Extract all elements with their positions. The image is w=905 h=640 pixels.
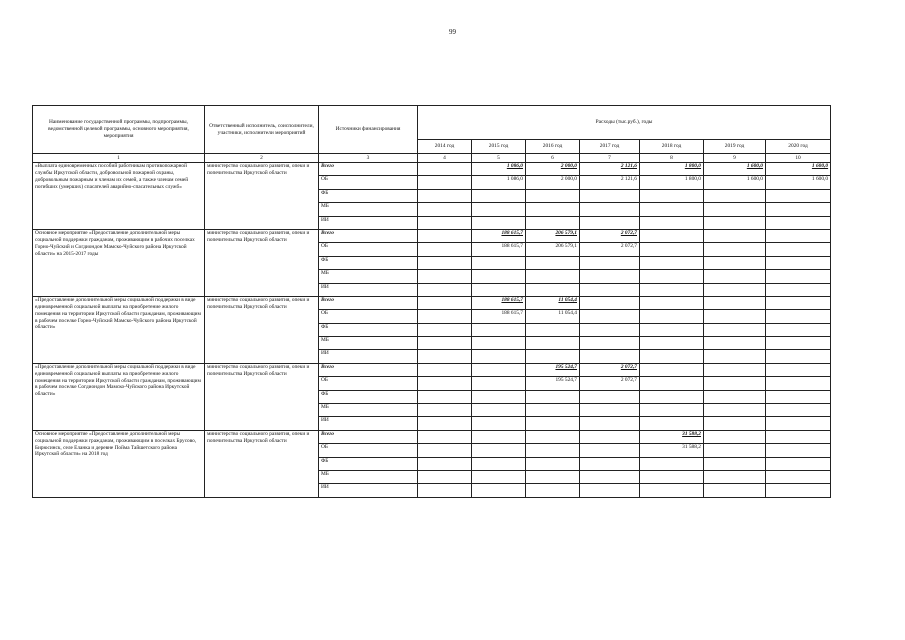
- amount-cell: [472, 430, 526, 443]
- amount-cell: [580, 283, 640, 296]
- amount-cell: [418, 390, 472, 403]
- amount-cell: [526, 283, 580, 296]
- amount-cell: [418, 216, 472, 229]
- executor: министерство социального развития, опеки и попечительства Иркутской области: [205, 229, 319, 296]
- column-number: 1: [33, 154, 205, 163]
- funding-source: ФБ: [319, 457, 418, 470]
- amount-cell: [472, 404, 526, 417]
- amount-cell: 2 072,7: [580, 229, 640, 242]
- amount-cell: [580, 484, 640, 497]
- executor: министерство социального развития, опеки и попечительства Иркутской области: [205, 430, 319, 497]
- amount-cell: [704, 310, 766, 323]
- amount-cell: [704, 444, 766, 457]
- amount-cell: [640, 283, 704, 296]
- amount-cell: [704, 337, 766, 350]
- amount-cell: [704, 377, 766, 390]
- amount-cell: [418, 310, 472, 323]
- amount-cell: 1 600,0: [766, 163, 831, 176]
- amount-cell: [580, 390, 640, 403]
- amount-cell: [418, 417, 472, 430]
- amount-cell: [766, 270, 831, 283]
- amount-cell: [526, 390, 580, 403]
- amount-cell: [472, 216, 526, 229]
- header-year: 2015 год: [472, 140, 526, 154]
- amount-cell: [640, 363, 704, 376]
- amount-cell: [704, 203, 766, 216]
- amount-cell: [704, 229, 766, 242]
- funding-source: МБ: [319, 404, 418, 417]
- amount-cell: [472, 470, 526, 483]
- executor: министерство социального развития, опеки и попечительства Иркутской области: [205, 363, 319, 430]
- amount-cell: [418, 323, 472, 336]
- amount-cell: 1 086,0: [472, 176, 526, 189]
- amount-cell: [418, 363, 472, 376]
- page-number: 99: [449, 28, 456, 36]
- amount-cell: [766, 189, 831, 202]
- amount-cell: [704, 457, 766, 470]
- funding-source: Всего: [319, 296, 418, 309]
- amount-cell: [526, 470, 580, 483]
- amount-cell: [766, 283, 831, 296]
- amount-cell: [580, 270, 640, 283]
- amount-cell: [766, 404, 831, 417]
- amount-cell: 195 524,7: [526, 363, 580, 376]
- amount-cell: [418, 457, 472, 470]
- executor: министерство социального развития, опеки и попечительства Иркутской области: [205, 163, 319, 230]
- amount-cell: [526, 216, 580, 229]
- amount-cell: [640, 337, 704, 350]
- amount-cell: [472, 457, 526, 470]
- funding-source: ФБ: [319, 323, 418, 336]
- amount-cell: [640, 417, 704, 430]
- amount-cell: [472, 363, 526, 376]
- measure-description: «Предоставление дополнительной меры социальной поддержки в виде единовременной социальной выплаты на приобретение жилого помещения на территории Иркутской области гражданам, проживающим в рабочем поселке Согдиондон Мамско-Чуйского района Иркутской области»: [33, 363, 205, 430]
- funding-source: ИИ: [319, 216, 418, 229]
- amount-cell: [580, 337, 640, 350]
- amount-cell: [704, 270, 766, 283]
- funding-source: МБ: [319, 203, 418, 216]
- amount-cell: [704, 430, 766, 443]
- amount-cell: [580, 457, 640, 470]
- table-row: [33, 430, 831, 443]
- amount-cell: [526, 417, 580, 430]
- amount-cell: [418, 350, 472, 363]
- amount-cell: [418, 430, 472, 443]
- amount-cell: [766, 484, 831, 497]
- amount-cell: 188 615,7: [472, 243, 526, 256]
- header-source: Источники финансирования: [319, 106, 418, 154]
- measure-description: Основное мероприятие «Предоставление дополнительной меры социальной поддержки гражданам, проживающим в поселках Брусово, Бирюсинск, селе Еланка и деревне Пойма Тайшетского района Иркутской области» на 2018 год: [33, 430, 205, 497]
- budget-table: [32, 105, 831, 498]
- amount-cell: [526, 484, 580, 497]
- amount-cell: 1 600,0: [704, 176, 766, 189]
- amount-cell: 1 086,0: [472, 163, 526, 176]
- amount-cell: [418, 189, 472, 202]
- amount-cell: [526, 256, 580, 269]
- funding-source: ИИ: [319, 484, 418, 497]
- amount-cell: [472, 484, 526, 497]
- amount-cell: [418, 470, 472, 483]
- amount-cell: [418, 337, 472, 350]
- amount-cell: 188 615,7: [472, 296, 526, 309]
- amount-cell: [580, 404, 640, 417]
- amount-cell: [766, 323, 831, 336]
- amount-cell: [526, 404, 580, 417]
- amount-cell: [418, 270, 472, 283]
- amount-cell: [704, 256, 766, 269]
- amount-cell: [704, 189, 766, 202]
- funding-source: ФБ: [319, 390, 418, 403]
- amount-cell: 1 600,0: [766, 176, 831, 189]
- amount-cell: [472, 444, 526, 457]
- column-number: 10: [766, 154, 831, 163]
- amount-cell: [640, 470, 704, 483]
- column-number: 8: [640, 154, 704, 163]
- amount-cell: [472, 350, 526, 363]
- amount-cell: [704, 243, 766, 256]
- column-number: 5: [472, 154, 526, 163]
- funding-source: Всего: [319, 363, 418, 376]
- executor: министерство социального развития, опеки и попечительства Иркутской области: [205, 296, 319, 363]
- amount-cell: [704, 417, 766, 430]
- amount-cell: [526, 444, 580, 457]
- amount-cell: [526, 350, 580, 363]
- table-row: [33, 163, 831, 176]
- amount-cell: 31 588,2: [640, 430, 704, 443]
- amount-cell: [704, 283, 766, 296]
- amount-cell: [418, 203, 472, 216]
- amount-cell: [640, 256, 704, 269]
- amount-cell: [640, 243, 704, 256]
- amount-cell: [580, 256, 640, 269]
- amount-cell: 1 800,0: [640, 163, 704, 176]
- amount-cell: [526, 270, 580, 283]
- amount-cell: [580, 444, 640, 457]
- amount-cell: [472, 377, 526, 390]
- amount-cell: [580, 216, 640, 229]
- amount-cell: 2 072,7: [580, 377, 640, 390]
- header-year: 2017 год: [580, 140, 640, 154]
- amount-cell: [580, 310, 640, 323]
- amount-cell: [526, 203, 580, 216]
- amount-cell: [580, 350, 640, 363]
- amount-cell: [640, 270, 704, 283]
- amount-cell: [472, 270, 526, 283]
- amount-cell: [418, 404, 472, 417]
- header-executor: Ответственный исполнитель, соисполнители, участники, исполнители мероприятий: [205, 106, 319, 154]
- amount-cell: 2 000,0: [526, 176, 580, 189]
- amount-cell: [640, 216, 704, 229]
- funding-source: ИИ: [319, 417, 418, 430]
- amount-cell: [418, 444, 472, 457]
- amount-cell: [766, 377, 831, 390]
- amount-cell: [704, 484, 766, 497]
- amount-cell: [580, 296, 640, 309]
- amount-cell: [640, 404, 704, 417]
- amount-cell: [580, 203, 640, 216]
- amount-cell: [472, 323, 526, 336]
- header-year: 2018 год: [640, 140, 704, 154]
- amount-cell: [704, 404, 766, 417]
- funding-source: ФБ: [319, 256, 418, 269]
- column-number: 2: [205, 154, 319, 163]
- measure-description: «Выплата единовременных пособий работникам противопожарной службы Иркутской области, добровольной пожарной охраны, добровольным пожарным и членам их семей, а также членам семей погибших (умерших) спасателей аварийно-спасательных служб»: [33, 163, 205, 230]
- amount-cell: [640, 377, 704, 390]
- amount-cell: 2 072,7: [580, 363, 640, 376]
- header-expenses: Расходы (тыс.руб.), годы: [418, 106, 831, 140]
- amount-cell: 206 579,1: [526, 229, 580, 242]
- amount-cell: [704, 216, 766, 229]
- header-year: 2016 год: [526, 140, 580, 154]
- amount-cell: [766, 363, 831, 376]
- measure-description: Основное мероприятие «Предоставление дополнительной меры социальной поддержки гражданам, проживающим в рабочих поселках Горно-Чуйский и Согдиондон Мамско-Чуйского района Иркутской области» на 2015-2017 годы: [33, 229, 205, 296]
- amount-cell: [580, 417, 640, 430]
- amount-cell: [640, 296, 704, 309]
- amount-cell: [640, 350, 704, 363]
- amount-cell: [640, 390, 704, 403]
- amount-cell: [640, 457, 704, 470]
- table-row: [33, 229, 831, 242]
- amount-cell: [418, 243, 472, 256]
- amount-cell: [766, 229, 831, 242]
- funding-source: ИИ: [319, 283, 418, 296]
- amount-cell: 206 579,1: [526, 243, 580, 256]
- funding-source: МБ: [319, 470, 418, 483]
- table-row: [33, 296, 831, 309]
- amount-cell: [472, 390, 526, 403]
- amount-cell: [472, 256, 526, 269]
- amount-cell: [472, 203, 526, 216]
- amount-cell: [766, 457, 831, 470]
- amount-cell: [640, 323, 704, 336]
- amount-cell: [472, 283, 526, 296]
- amount-cell: [472, 337, 526, 350]
- amount-cell: 11 054,4: [526, 296, 580, 309]
- amount-cell: [418, 484, 472, 497]
- funding-source: МБ: [319, 337, 418, 350]
- amount-cell: [640, 229, 704, 242]
- amount-cell: 1 600,0: [704, 163, 766, 176]
- column-number: 9: [704, 154, 766, 163]
- amount-cell: [418, 163, 472, 176]
- amount-cell: [704, 390, 766, 403]
- amount-cell: [766, 350, 831, 363]
- funding-source: ОБ: [319, 310, 418, 323]
- amount-cell: [526, 323, 580, 336]
- amount-cell: [766, 256, 831, 269]
- funding-source: ФБ: [319, 189, 418, 202]
- amount-cell: [766, 444, 831, 457]
- amount-cell: [526, 337, 580, 350]
- amount-cell: [640, 310, 704, 323]
- amount-cell: 11 054,4: [526, 310, 580, 323]
- funding-source: ОБ: [319, 176, 418, 189]
- amount-cell: 2 000,0: [526, 163, 580, 176]
- amount-cell: [580, 430, 640, 443]
- header-year: 2019 год: [704, 140, 766, 154]
- funding-source: ОБ: [319, 377, 418, 390]
- amount-cell: [766, 430, 831, 443]
- amount-cell: [766, 390, 831, 403]
- amount-cell: [526, 430, 580, 443]
- table-row: [33, 363, 831, 376]
- funding-source: Всего: [319, 229, 418, 242]
- amount-cell: [418, 176, 472, 189]
- amount-cell: 2 121,6: [580, 176, 640, 189]
- amount-cell: [418, 256, 472, 269]
- amount-cell: [766, 216, 831, 229]
- amount-cell: 2 121,6: [580, 163, 640, 176]
- funding-source: ИИ: [319, 350, 418, 363]
- column-number: 4: [418, 154, 472, 163]
- header-year: 2014 год: [418, 140, 472, 154]
- amount-cell: 1 800,0: [640, 176, 704, 189]
- amount-cell: [418, 377, 472, 390]
- amount-cell: [704, 363, 766, 376]
- amount-cell: [766, 243, 831, 256]
- amount-cell: [526, 189, 580, 202]
- amount-cell: [766, 470, 831, 483]
- funding-source: МБ: [319, 270, 418, 283]
- header-program: Наименование государственной программы, подпрограммы, ведомственной целевой программы, основного мероприятия, мероприятия: [33, 106, 205, 154]
- funding-source: Всего: [319, 430, 418, 443]
- amount-cell: [704, 296, 766, 309]
- amount-cell: [766, 296, 831, 309]
- amount-cell: 188 615,7: [472, 310, 526, 323]
- amount-cell: [580, 323, 640, 336]
- amount-cell: [472, 189, 526, 202]
- amount-cell: [580, 470, 640, 483]
- header-year: 2020 год: [766, 140, 831, 154]
- amount-cell: [766, 203, 831, 216]
- amount-cell: [704, 470, 766, 483]
- amount-cell: [418, 283, 472, 296]
- measure-description: «Предоставление дополнительной меры социальной поддержки в виде единовременной социальной выплаты на приобретение жилого помещения на территории Иркутской области гражданам, проживающим в рабочем поселке Горно-Чуйский Мамско-Чуйского района Иркутской области»: [33, 296, 205, 363]
- amount-cell: [766, 337, 831, 350]
- amount-cell: [704, 323, 766, 336]
- amount-cell: [526, 457, 580, 470]
- amount-cell: 188 615,7: [472, 229, 526, 242]
- amount-cell: [418, 229, 472, 242]
- amount-cell: [580, 189, 640, 202]
- amount-cell: [472, 417, 526, 430]
- amount-cell: [418, 296, 472, 309]
- amount-cell: [766, 310, 831, 323]
- funding-source: ОБ: [319, 243, 418, 256]
- amount-cell: [640, 203, 704, 216]
- amount-cell: 31 588,2: [640, 444, 704, 457]
- funding-source: ОБ: [319, 444, 418, 457]
- column-number: 7: [580, 154, 640, 163]
- amount-cell: [640, 484, 704, 497]
- funding-source: Всего: [319, 163, 418, 176]
- amount-cell: 2 072,7: [580, 243, 640, 256]
- amount-cell: [640, 189, 704, 202]
- column-number: 3: [319, 154, 418, 163]
- column-number: 6: [526, 154, 580, 163]
- amount-cell: 195 524,7: [526, 377, 580, 390]
- amount-cell: [704, 350, 766, 363]
- amount-cell: [766, 417, 831, 430]
